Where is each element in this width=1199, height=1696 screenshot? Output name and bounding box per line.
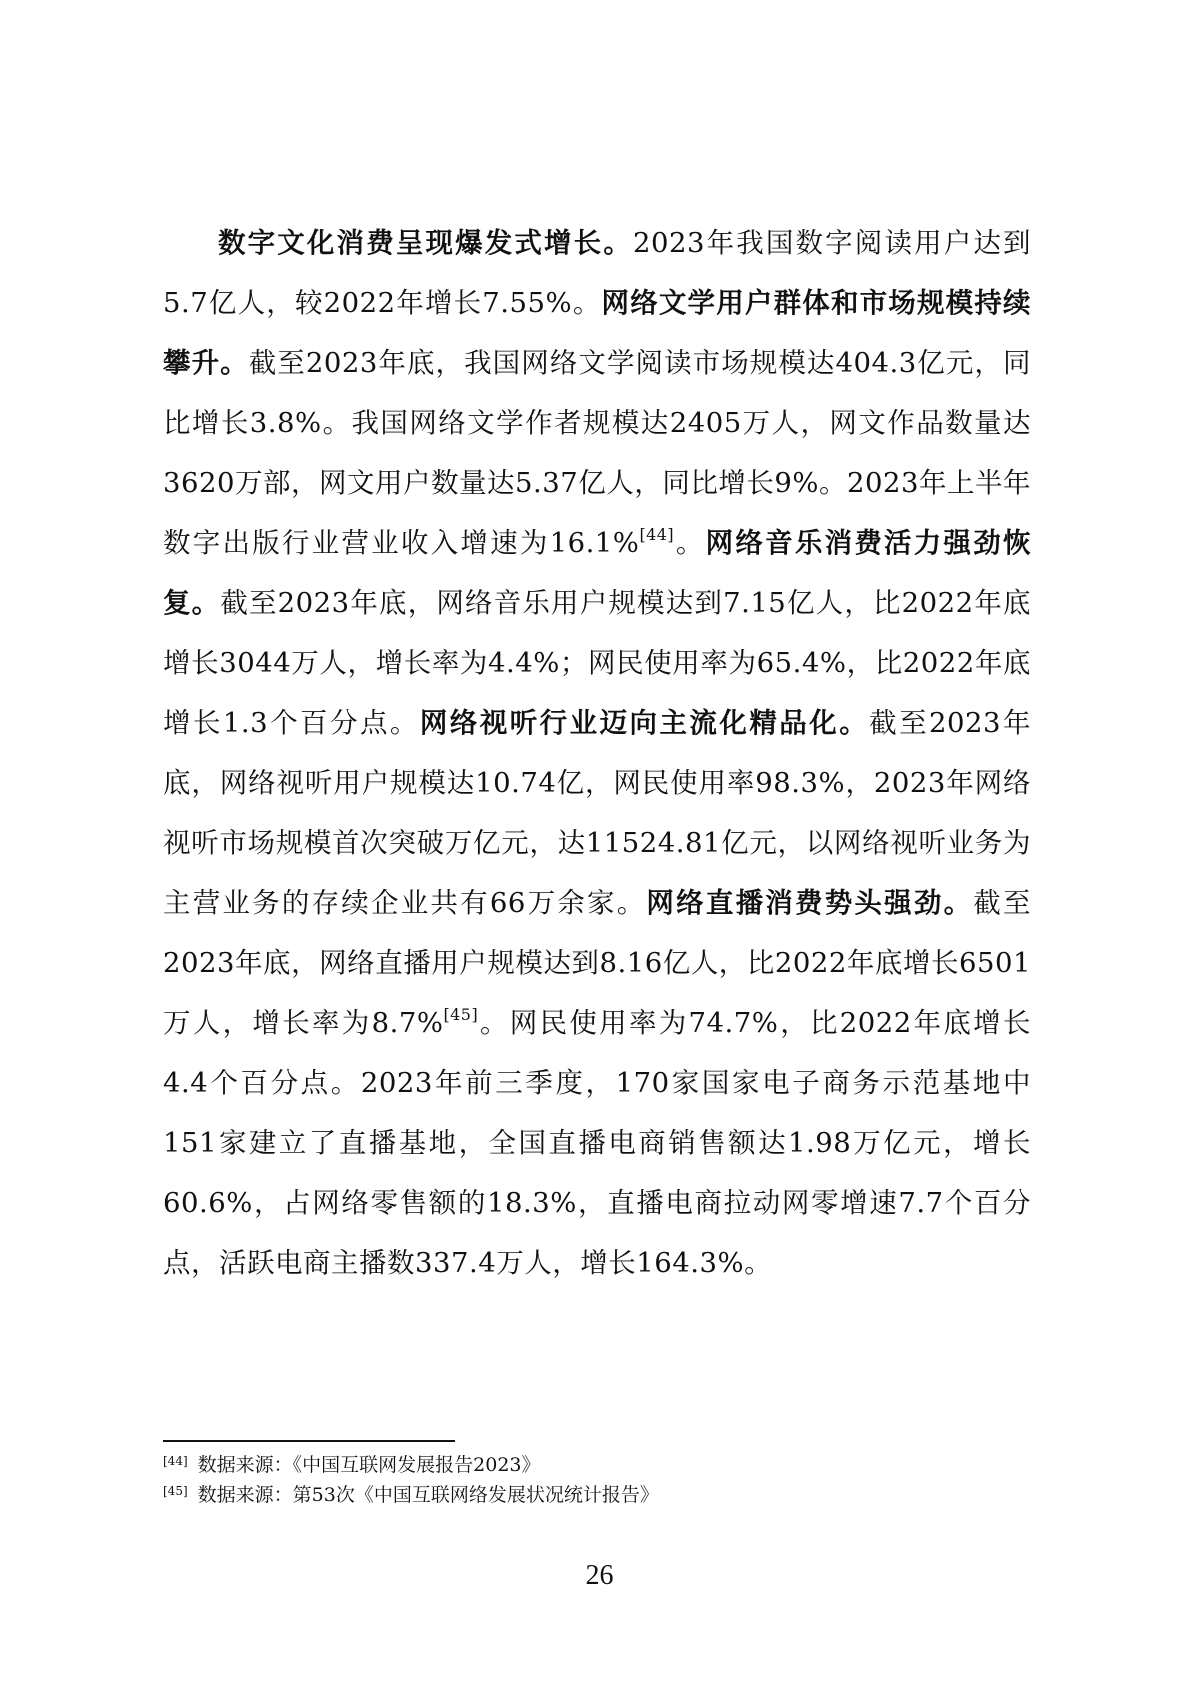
bold-heading: 网络音乐消费活力强劲恢复。: [163, 527, 1032, 619]
body-text: 截至2023年底，网络音乐用户规模达到7.15亿人，比2022年底增长3044万人，增长率为4.4%；网民使用率为65.4%，比2022年底增长1.3个百分点。: [163, 587, 1031, 739]
footnote-reference[interactable]: [44]: [639, 525, 675, 545]
body-text: 2023年我国数字阅读用户达到5.7亿人，较2022年增长7.55%。: [163, 227, 1031, 319]
body-text: 。网民使用率为74.7%，比2022年底增长4.4个百分点。2023年前三季度，170家国家电子商务示范基地中151家建立了直播基地，全国直播电商销售额达1.98万亿元，增长60.6%，占网络零售额的18.3%，直播电商拉动网零增速7.7个百分点，活跃电商主播数337.4万人，增长164.3%。: [163, 1007, 1031, 1279]
body-text: 。: [674, 527, 706, 559]
footnote-text: 数据来源：第53次《中国互联网络发展状况统计报告》: [197, 1484, 659, 1506]
body-text: 截至2023年底，网络视听用户规模达10.74亿，网民使用率98.3%，2023年网络视听市场规模首次突破万亿元，达11524.81亿元，以网络视听业务为主营业务的存续企业共有66万余家。: [163, 707, 1031, 919]
footnote-text: 数据来源：《中国互联网发展报告2023》: [197, 1454, 541, 1476]
page-number: 26: [585, 1560, 614, 1591]
footnotes: [163, 1450, 1031, 1510]
body-text: 截至2023年底，我国网络文学阅读市场规模达404.3亿元，同比增长3.8%。我国网络文学作者规模达2405万人，网文作品数量达3620万部，网文用户数量达5.37亿人，同比增长9%。2023年上半年数字出版行业营业收入增速为16.1%: [163, 347, 1032, 559]
footnote-divider: [163, 1440, 455, 1442]
body-text: 截至2023年底，网络直播用户规模达到8.16亿人，比2022年底增长6501万人，增长率为8.7%: [163, 887, 1031, 1039]
body-paragraph: [163, 213, 1031, 1293]
bold-heading: 网络视听行业迈向主流化精品化。: [419, 707, 870, 739]
footnote-marker: [45]: [163, 1484, 188, 1498]
bold-heading: 网络文学用户群体和市场规模持续攀升。: [163, 287, 1031, 379]
footnote-marker: [44]: [163, 1454, 188, 1468]
bold-heading: 网络直播消费势头强劲。: [646, 887, 974, 919]
footnote: [163, 1480, 1031, 1510]
footnote-reference[interactable]: [45]: [443, 1005, 479, 1025]
footnote: [163, 1450, 1031, 1480]
bold-heading: 数字文化消费呈现爆发式增长。: [218, 227, 633, 259]
